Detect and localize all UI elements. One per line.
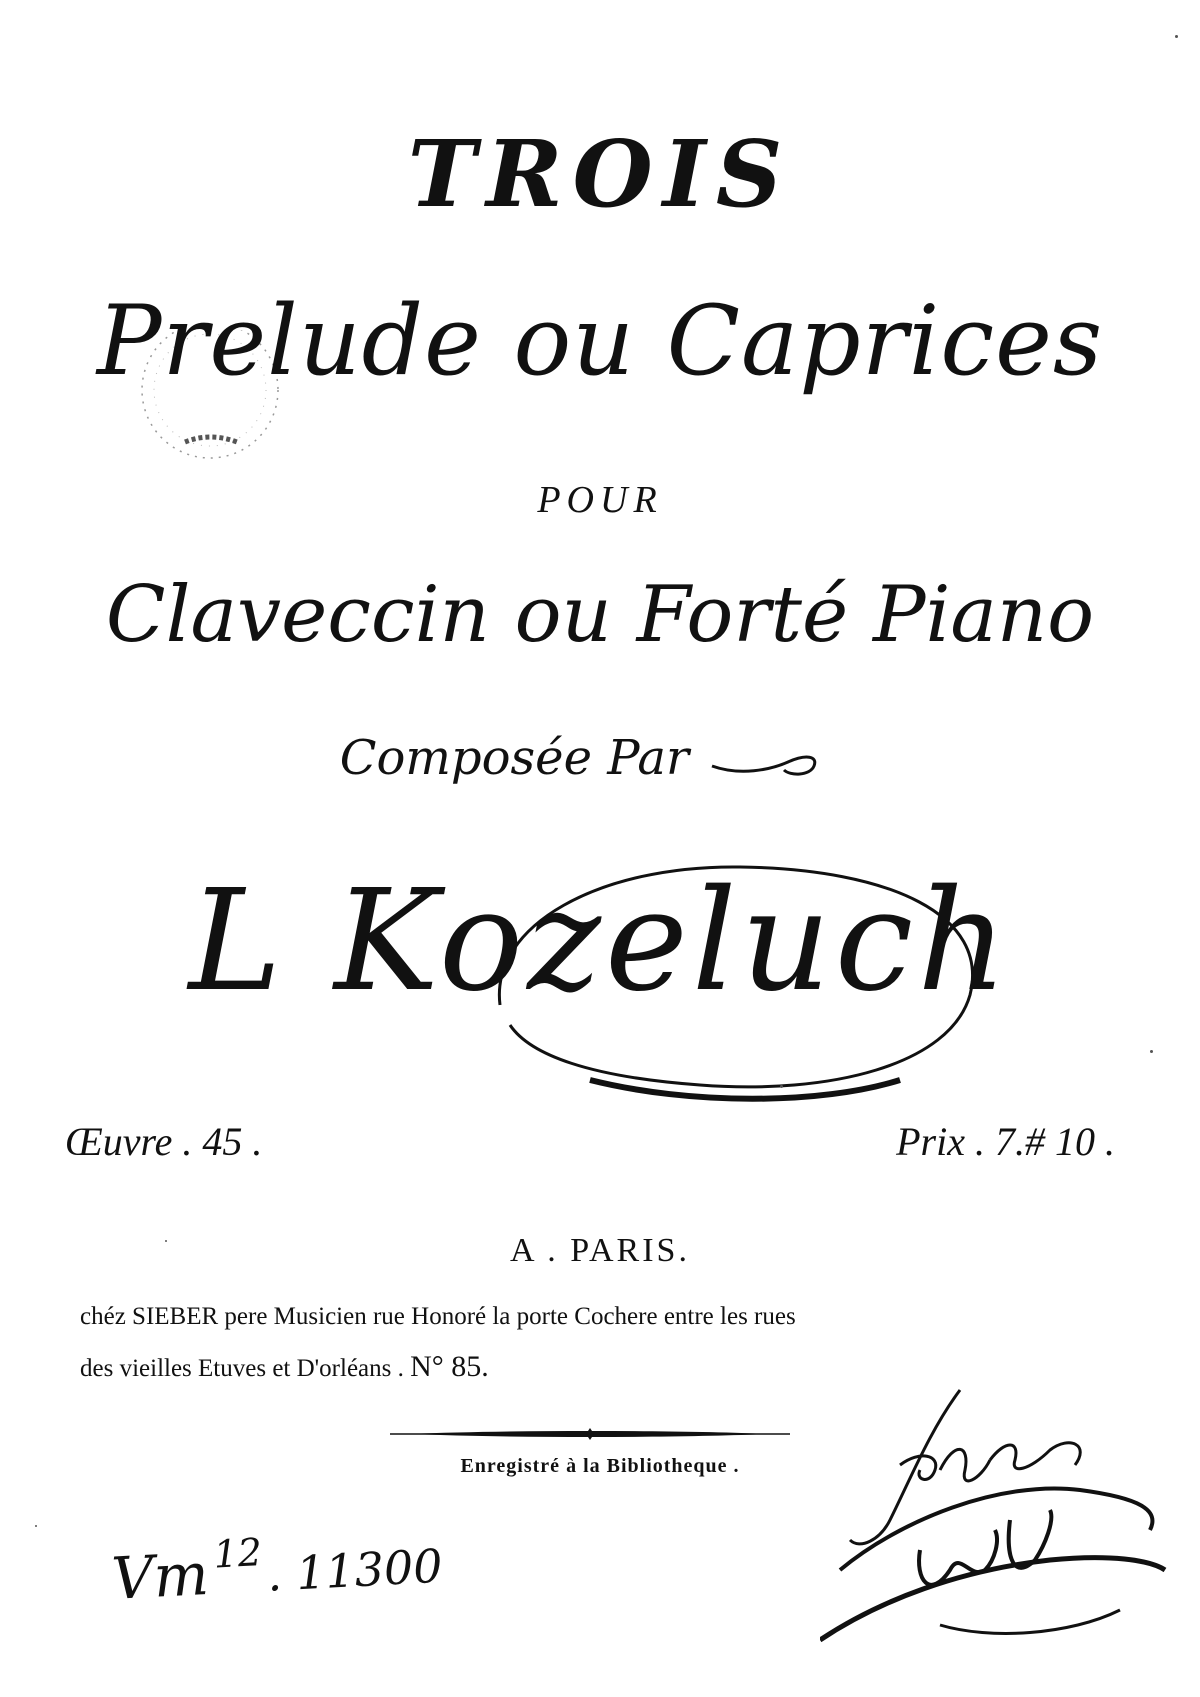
handwritten-shelfmark: [110, 1528, 444, 1613]
composed-by-line: [0, 730, 1200, 786]
paper-speck: [1175, 35, 1178, 38]
flourish-icon: [710, 742, 820, 782]
paper-speck: [165, 1240, 167, 1242]
publisher-address-line-1: chéz SIEBER pere Musicien rue Honoré la porte Cochere entre les rues: [80, 1303, 796, 1330]
publisher-address-line-2-text: des vieilles Etuves et D'orléans .: [80, 1355, 404, 1382]
paper-speck: [780, 1085, 783, 1088]
opus-number: Œuvre . 45 .: [65, 1119, 263, 1164]
shelfmark-prefix: Vm: [110, 1539, 211, 1613]
composer-name: L Kozeluch: [188, 860, 1012, 1023]
registration-note: Enregistré à la Bibliotheque .: [460, 1455, 740, 1477]
publisher-city: A . PARIS.: [510, 1232, 690, 1269]
title-prelude-caprices: Prelude ou Caprices: [96, 285, 1104, 397]
shelfmark-superscript: 12: [212, 1530, 263, 1577]
paper-speck: [1150, 1050, 1153, 1053]
title-pour: POUR: [537, 479, 663, 521]
shelfmark-number: . 11300: [265, 1538, 444, 1602]
signature-icon: [820, 1370, 1180, 1670]
plate-number: N° 85.: [410, 1350, 489, 1383]
price: Prix . 7.# 10 .: [896, 1119, 1115, 1164]
instrument-line: Claveccin ou Forté Piano: [105, 570, 1095, 660]
composed-by-text: Composée Par: [339, 730, 689, 786]
paper-speck: [35, 1525, 37, 1527]
title-trois: TROIS: [407, 120, 793, 228]
divider-rule: [390, 1427, 790, 1441]
